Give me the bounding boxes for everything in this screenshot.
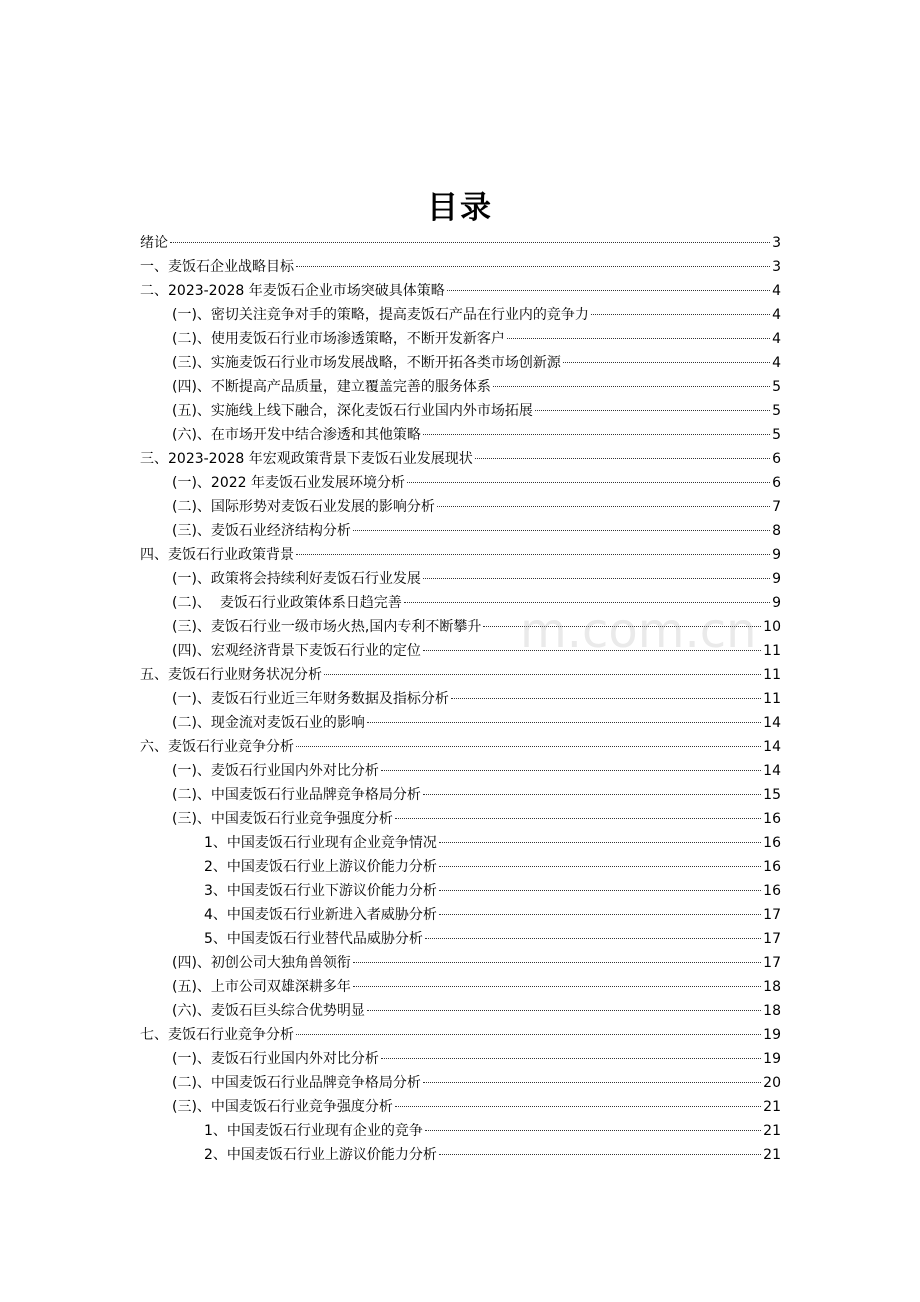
toc-dot-leader — [439, 866, 761, 867]
toc-entry-text: 5、中国麦饭石行业替代品威胁分析 — [204, 931, 423, 947]
toc-dot-leader — [423, 1082, 761, 1083]
toc-dot-leader — [507, 338, 770, 339]
toc-page-number: 21 — [763, 1099, 781, 1115]
toc-entry-text: 3、中国麦饭石行业下游议价能力分析 — [204, 883, 437, 899]
toc-page-number: 6 — [772, 451, 781, 467]
toc-entry[interactable] — [140, 711, 781, 735]
toc-entry-text: (二)、国际形势对麦饭石业发展的影响分析 — [172, 499, 435, 515]
toc-entry[interactable] — [140, 255, 781, 279]
toc-entry[interactable] — [140, 567, 781, 591]
toc-entry[interactable] — [140, 759, 781, 783]
toc-entry[interactable] — [140, 879, 781, 903]
toc-dot-leader — [483, 626, 761, 627]
toc-dot-leader — [439, 914, 761, 915]
toc-page-number: 21 — [763, 1147, 781, 1163]
toc-page-number: 17 — [763, 955, 781, 971]
toc-entry[interactable] — [140, 399, 781, 423]
toc-page-number: 17 — [763, 907, 781, 923]
toc-entry-text: (二)、 麦饭石行业政策体系日趋完善 — [172, 595, 402, 611]
toc-dot-leader — [367, 722, 761, 723]
toc-page-number: 18 — [763, 1003, 781, 1019]
toc-page-number: 4 — [772, 331, 781, 347]
toc-entry-text: 三、2023-2028 年宏观政策背景下麦饭石业发展现状 — [140, 451, 473, 467]
toc-entry-text: (一)、麦饭石行业国内外对比分析 — [172, 763, 379, 779]
toc-dot-leader — [381, 770, 761, 771]
toc-entry[interactable] — [140, 495, 781, 519]
toc-dot-leader — [423, 650, 761, 651]
toc-page-number: 7 — [772, 499, 781, 515]
toc-dot-leader — [324, 674, 761, 675]
toc-dot-leader — [425, 938, 761, 939]
toc-dot-leader — [296, 1034, 761, 1035]
toc-dot-leader — [475, 458, 770, 459]
toc-entry[interactable] — [140, 1143, 781, 1167]
toc-dot-leader — [404, 602, 770, 603]
toc-page-number: 4 — [772, 307, 781, 323]
toc-dot-leader — [170, 242, 770, 243]
toc-page-number: 5 — [772, 379, 781, 395]
toc-entry[interactable] — [140, 735, 781, 759]
toc-page-number: 5 — [772, 403, 781, 419]
toc-page-number: 21 — [763, 1123, 781, 1139]
toc-page-number: 9 — [772, 595, 781, 611]
toc-entry[interactable] — [140, 1047, 781, 1071]
toc-entry-text: (四)、初创公司大独角兽领衔 — [172, 955, 351, 971]
toc-entry-text: 1、中国麦饭石行业现有企业竞争情况 — [204, 835, 437, 851]
toc-dot-leader — [437, 506, 770, 507]
toc-page-number: 11 — [763, 667, 781, 683]
toc-entry-text: 五、麦饭石行业财务状况分析 — [140, 667, 322, 683]
toc-page-number: 9 — [772, 571, 781, 587]
toc-dot-leader — [439, 842, 761, 843]
toc-entry-text: (三)、中国麦饭石行业竞争强度分析 — [172, 1099, 393, 1115]
toc-entry-text: (一)、2022 年麦饭石业发展环境分析 — [172, 475, 406, 491]
toc-page-number: 16 — [763, 835, 781, 851]
page-title: 目录 — [427, 190, 493, 226]
toc-entry-text: (一)、麦饭石行业近三年财务数据及指标分析 — [172, 691, 449, 707]
toc-entry-text: (五)、实施线上线下融合，深化麦饭石行业国内外市场拓展 — [172, 403, 533, 419]
toc-entry[interactable] — [140, 999, 781, 1023]
toc-dot-leader — [439, 890, 761, 891]
toc-dot-leader — [296, 266, 770, 267]
toc-dot-leader — [353, 986, 761, 987]
toc-entry-text: 2、中国麦饭石行业上游议价能力分析 — [204, 859, 437, 875]
toc-dot-leader — [591, 314, 770, 315]
toc-page-number: 3 — [772, 259, 781, 275]
toc-page-number: 20 — [763, 1075, 781, 1091]
toc-dot-leader — [353, 530, 770, 531]
toc-entry-text: (四)、不断提高产品质量，建立覆盖完善的服务体系 — [172, 379, 491, 395]
toc-entry-text: 1、中国麦饭石行业现有企业的竞争 — [204, 1123, 423, 1139]
toc-entry[interactable] — [140, 279, 781, 303]
toc-entry[interactable] — [140, 975, 781, 999]
toc-page-number: 15 — [763, 787, 781, 803]
toc-page-number: 4 — [772, 355, 781, 371]
toc-entry-text: (二)、中国麦饭石行业品牌竞争格局分析 — [172, 787, 421, 803]
toc-entry-text: (三)、麦饭石行业一级市场火热,国内专利不断攀升 — [172, 619, 482, 635]
toc-entry-text: 一、麦饭石企业战略目标 — [140, 259, 294, 275]
toc-entry[interactable] — [140, 471, 781, 495]
toc-entry-text: (六)、在市场开发中结合渗透和其他策略 — [172, 427, 421, 443]
toc-entry-text: 绪论 — [140, 235, 168, 251]
toc-page-number: 16 — [763, 883, 781, 899]
toc-dot-leader — [447, 290, 770, 291]
toc-entry[interactable] — [140, 327, 781, 351]
toc-entry[interactable] — [140, 807, 781, 831]
toc-entry[interactable] — [140, 543, 781, 567]
toc-entry[interactable] — [140, 375, 781, 399]
toc-page-number: 5 — [772, 427, 781, 443]
toc-entry-text: (一)、麦饭石行业国内外对比分析 — [172, 1051, 379, 1067]
toc-entry-text: 七、麦饭石行业竞争分析 — [140, 1027, 294, 1043]
toc-entry[interactable] — [140, 447, 781, 471]
toc-entry[interactable] — [140, 351, 781, 375]
table-of-contents — [140, 231, 781, 1167]
toc-entry[interactable] — [140, 951, 781, 975]
toc-page-number: 16 — [763, 859, 781, 875]
toc-entry-text: (一)、政策将会持续利好麦饭石行业发展 — [172, 571, 421, 587]
toc-entry-text: 六、麦饭石行业竞争分析 — [140, 739, 294, 755]
toc-entry-text: (三)、中国麦饭石行业竞争强度分析 — [172, 811, 393, 827]
toc-entry-text: (五)、上市公司双雄深耕多年 — [172, 979, 351, 995]
toc-entry[interactable] — [140, 423, 781, 447]
toc-page-number: 11 — [763, 691, 781, 707]
toc-entry[interactable] — [140, 639, 781, 663]
toc-entry-text: (四)、宏观经济背景下麦饭石行业的定位 — [172, 643, 421, 659]
toc-dot-leader — [451, 698, 761, 699]
toc-entry-text: (二)、使用麦饭石行业市场渗透策略，不断开发新客户 — [172, 331, 505, 347]
toc-entry-text: 4、中国麦饭石行业新进入者威胁分析 — [204, 907, 437, 923]
toc-page-number: 11 — [763, 643, 781, 659]
toc-page-number: 9 — [772, 547, 781, 563]
toc-entry[interactable] — [140, 1071, 781, 1095]
toc-entry[interactable] — [140, 783, 781, 807]
toc-dot-leader — [395, 818, 761, 819]
toc-entry-text: (六)、麦饭石巨头综合优势明显 — [172, 1003, 365, 1019]
toc-entry-text: (三)、麦饭石业经济结构分析 — [172, 523, 351, 539]
toc-dot-leader — [423, 794, 761, 795]
toc-dot-leader — [407, 482, 770, 483]
toc-dot-leader — [296, 554, 770, 555]
toc-entry[interactable] — [140, 855, 781, 879]
toc-dot-leader — [425, 1130, 761, 1131]
toc-dot-leader — [367, 1010, 761, 1011]
toc-entry-text: (二)、现金流对麦饭石业的影响 — [172, 715, 365, 731]
toc-entry-text: 二、2023-2028 年麦饭石企业市场突破具体策略 — [140, 283, 445, 299]
toc-dot-leader — [493, 386, 770, 387]
toc-page-number: 19 — [763, 1051, 781, 1067]
toc-entry[interactable] — [140, 663, 781, 687]
toc-entry-text: (三)、实施麦饭石行业市场发展战略，不断开拓各类市场创新源 — [172, 355, 561, 371]
toc-page-number: 4 — [772, 283, 781, 299]
toc-entry[interactable] — [140, 231, 781, 255]
toc-entry[interactable] — [140, 903, 781, 927]
toc-dot-leader — [535, 410, 770, 411]
toc-entry[interactable] — [140, 591, 781, 615]
toc-dot-leader — [395, 1106, 761, 1107]
toc-page-number: 18 — [763, 979, 781, 995]
toc-dot-leader — [563, 362, 770, 363]
toc-entry-text: 2、中国麦饭石行业上游议价能力分析 — [204, 1147, 437, 1163]
toc-page-number: 14 — [763, 763, 781, 779]
toc-entry-text: (二)、中国麦饭石行业品牌竞争格局分析 — [172, 1075, 421, 1091]
toc-entry[interactable] — [140, 1119, 781, 1143]
toc-page-number: 14 — [763, 739, 781, 755]
toc-page-number: 17 — [763, 931, 781, 947]
watermark: m.com.cn — [520, 603, 757, 659]
toc-dot-leader — [296, 746, 761, 747]
toc-entry[interactable] — [140, 1023, 781, 1047]
toc-entry[interactable] — [140, 615, 781, 639]
toc-entry[interactable] — [140, 1095, 781, 1119]
toc-entry[interactable] — [140, 519, 781, 543]
toc-dot-leader — [423, 434, 770, 435]
toc-entry[interactable] — [140, 927, 781, 951]
toc-page-number: 19 — [763, 1027, 781, 1043]
toc-entry-text: (一)、密切关注竞争对手的策略，提高麦饭石产品在行业内的竞争力 — [172, 307, 589, 323]
toc-page-number: 16 — [763, 811, 781, 827]
toc-dot-leader — [423, 578, 770, 579]
toc-page-number: 10 — [763, 619, 781, 635]
toc-page-number: 14 — [763, 715, 781, 731]
toc-page-number: 3 — [772, 235, 781, 251]
toc-entry[interactable] — [140, 303, 781, 327]
toc-dot-leader — [353, 962, 761, 963]
toc-entry[interactable] — [140, 687, 781, 711]
toc-entry-text: 四、麦饭石行业政策背景 — [140, 547, 294, 563]
toc-dot-leader — [381, 1058, 761, 1059]
toc-dot-leader — [439, 1154, 761, 1155]
toc-page-number: 8 — [772, 523, 781, 539]
toc-page-number: 6 — [772, 475, 781, 491]
toc-entry[interactable] — [140, 831, 781, 855]
